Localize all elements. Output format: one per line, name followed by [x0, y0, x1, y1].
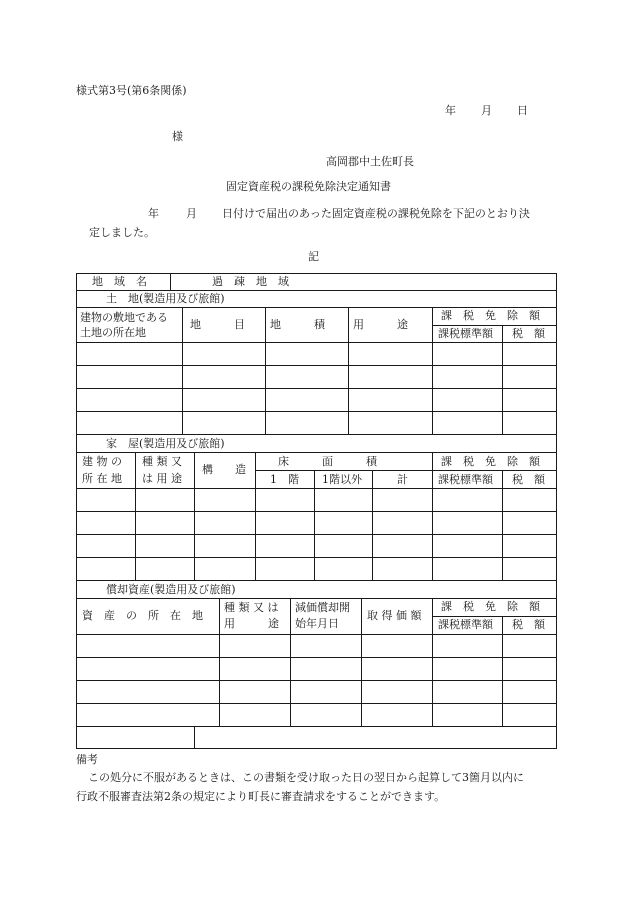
area-label: 地 域 名	[92, 275, 147, 288]
house-section-title: 家 屋(製造用及び旅館)	[106, 437, 225, 450]
document-title: 固定資産税の課税免除決定通知書	[226, 180, 391, 193]
land-col-chimoku: 地 目	[190, 318, 245, 331]
depreciable-section-title: 償却資産(製造用及び旅館)	[106, 583, 236, 596]
house-col-exempt: 課 税 免 除 額	[441, 455, 540, 468]
body-text-line2: 定しました。	[89, 226, 155, 239]
house-col-location-line2: 所 在 地	[82, 472, 122, 485]
land-col-yoto: 用 途	[353, 318, 408, 331]
date-year-label: 年	[445, 104, 456, 117]
land-col-location-line2: 土地の所在地	[80, 326, 146, 339]
remarks-label: 備考	[76, 753, 98, 766]
date-day-label: 日	[517, 104, 528, 117]
depreciable-col-start-line1: 減価償却開	[295, 601, 350, 614]
land-col-location-line1: 建物の敷地である	[80, 311, 168, 324]
house-col-tax: 税 額	[512, 473, 545, 486]
house-col-kind-line1: 種 類 又	[142, 455, 182, 468]
house-col-std: 課税標準額	[438, 473, 493, 486]
depreciable-col-exempt: 課 税 免 除 額	[441, 600, 540, 613]
depreciable-col-kind-line2: 用 途	[224, 617, 279, 630]
house-col-floor-area: 床 面 積	[278, 455, 377, 468]
house-col-floor2: 1階以外	[322, 473, 362, 486]
land-col-chiseki: 地 積	[270, 318, 325, 331]
area-value: 過 疎 地 域	[212, 275, 289, 288]
house-col-floor1: 1 階	[270, 473, 299, 486]
depreciable-col-kind-line1: 種 類 又 は	[224, 601, 279, 614]
remarks-line1: この処分に不服があるときは、この書類を受け取った日の翌日から起算して3箇月以内に	[88, 771, 524, 784]
issuer-name: 高岡郡中土佐町長	[326, 155, 414, 168]
addressee-suffix: 様	[172, 130, 183, 143]
depreciable-col-cost: 取 得 価 額	[367, 609, 422, 622]
body-month-label: 月	[186, 207, 197, 220]
depreciable-col-start-line2: 始年月日	[295, 617, 339, 630]
land-col-tax: 税 額	[512, 327, 545, 340]
house-col-kind-line2: は 用 途	[142, 472, 182, 485]
date-month-label: 月	[481, 104, 492, 117]
depreciable-col-tax: 税 額	[512, 618, 545, 631]
land-col-std: 課税標準額	[438, 327, 493, 340]
land-col-exempt: 課 税 免 除 額	[441, 309, 540, 322]
body-text-line1: 日付けで届出のあった固定資産税の課税免除を下記のとおり決	[222, 207, 530, 220]
land-section-title: 土 地(製造用及び旅館)	[106, 292, 225, 305]
ki-marker: 記	[308, 250, 319, 263]
depreciable-col-std: 課税標準額	[438, 618, 493, 631]
house-col-location-line1: 建 物 の	[82, 455, 122, 468]
form-number: 様式第3号(第6条関係)	[76, 84, 187, 97]
house-col-total: 計	[397, 473, 408, 486]
house-col-structure: 構 造	[202, 463, 246, 476]
depreciable-col-location: 資 産 の 所 在 地	[82, 609, 203, 622]
remarks-line2: 行政不服審査法第2条の規定により町長に審査請求をすることができます。	[76, 790, 446, 803]
body-year-label: 年	[148, 207, 159, 220]
